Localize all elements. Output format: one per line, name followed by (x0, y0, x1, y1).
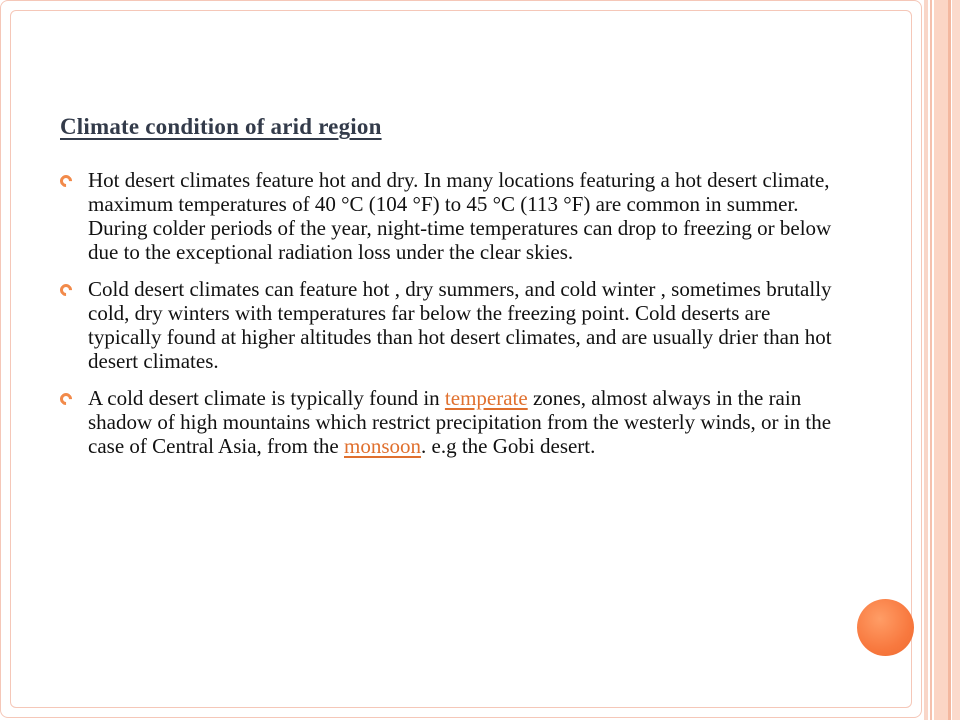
bullet-list (60, 168, 840, 471)
open-circle-bullet-icon (58, 173, 75, 190)
bullet-item-hot-desert (60, 168, 840, 264)
open-circle-bullet-icon (58, 391, 75, 408)
bullet-text: Hot desert climates feature hot and dry. In many locations featuring a hot desert climate, maximum temperatures of 40 °C (104 °F) to 45 °C (113 °F) are common in summer. During colder periods of the year, night-time temperatures can drop to freezing or below due to the exceptional radiation loss under the clear skies. (88, 168, 832, 264)
bullet-item-cold-desert (60, 277, 840, 373)
bullet-text: zones, almost always in the rain shadow of high mountains which restrict precipitation from the westerly winds, or in the case of Central Asia, from the (88, 386, 832, 458)
side-stripe (930, 0, 932, 720)
orange-circle-icon (857, 599, 914, 656)
side-stripe (934, 0, 948, 720)
side-stripe (924, 0, 928, 720)
side-stripe (952, 0, 960, 720)
monsoon-link[interactable]: monsoon (344, 434, 422, 458)
open-circle-bullet-icon (58, 282, 75, 299)
slide-title: Climate condition of arid region (60, 114, 382, 139)
bullet-item-cold-desert-location (60, 386, 840, 458)
bullet-text: . e.g the Gobi desert. (421, 434, 596, 458)
side-stripe (948, 0, 951, 720)
bullet-text: A cold desert climate is typically found in (88, 386, 445, 410)
bullet-text: Cold desert climates can feature hot , dry summers, and cold winter , sometimes brutally cold, dry winters with temperatures far below the freezing point. Cold deserts are typically found at higher altitudes than hot desert climates, and are usually drier than hot desert climates. (88, 277, 832, 373)
temperate-link[interactable]: temperate (444, 386, 528, 410)
